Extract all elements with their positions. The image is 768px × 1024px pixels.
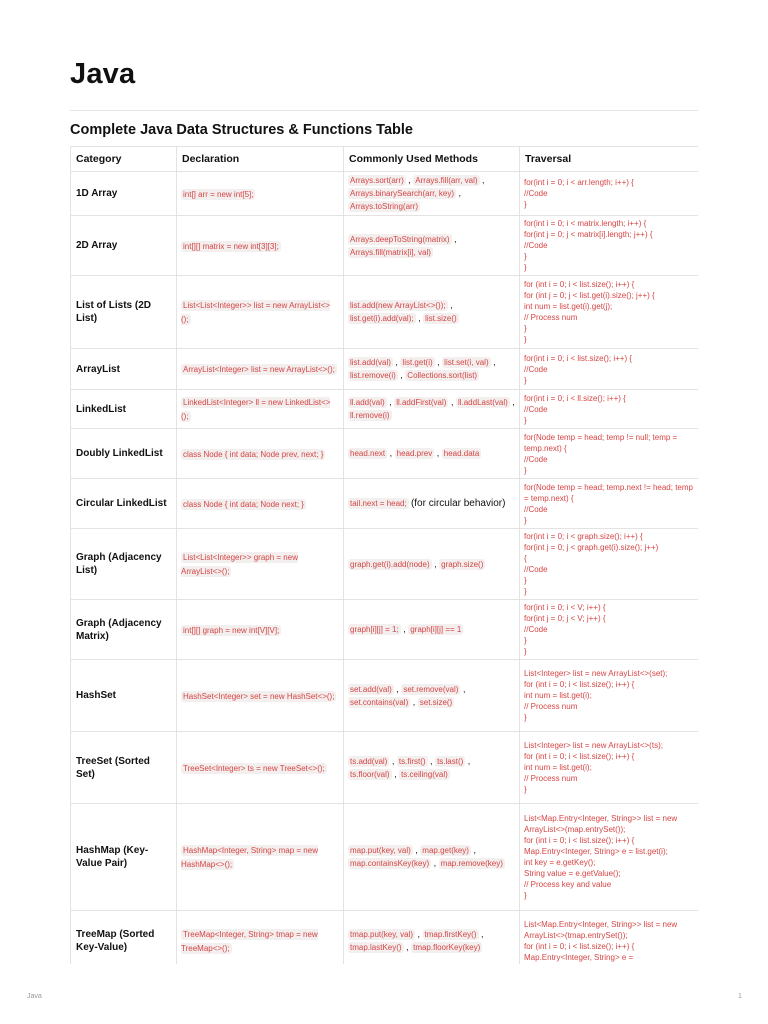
declaration-code: ArrayList<Integer> list = new ArrayList<>(); — [183, 365, 335, 374]
methods-cell — [344, 429, 520, 479]
method-separator: , — [509, 397, 515, 407]
traversal-code: List<Map.Entry<Integer, String>> list = new ArrayList<>(map.entrySet()); for (int i = 0; i < list.size(); i++) { Map.Entry<Integer, String> e = list.get(i); int key = e.getKey(); String value = e.getValue(); // Process key and value } — [520, 804, 699, 911]
category-cell: Circular LinkedList — [71, 479, 177, 529]
category-cell: Doubly LinkedList — [71, 429, 177, 479]
methods-cell — [344, 172, 520, 216]
declaration-cell — [177, 600, 344, 660]
method-separator: , — [431, 558, 440, 569]
declaration-code: int[][] matrix = new int[3][3]; — [183, 241, 279, 251]
declaration-code: int[] arr = new int[5]; — [183, 189, 254, 199]
method-separator: , — [431, 858, 439, 868]
method-code: set.contains(val) — [350, 697, 409, 707]
method-code: list.add(val) — [350, 358, 391, 367]
traversal-code: for(int i = 0; i < V; i++) { for(int j = 0; j < V; j++) { //Code } } — [520, 600, 699, 660]
method-separator: , — [427, 755, 436, 766]
traversal-code: for(int i = 0; i < ll.size(); i++) { //Code } — [520, 390, 699, 429]
data-structures-table — [70, 146, 698, 964]
category-cell: Graph (Adjacency Matrix) — [71, 600, 177, 660]
methods-cell — [344, 600, 520, 660]
declaration-code: List<List<Integer>> list = new ArrayList<>(); — [181, 301, 330, 324]
method-separator: , — [478, 928, 484, 939]
method-code: ll.remove(i) — [350, 411, 390, 420]
method-code: set.size() — [419, 697, 453, 707]
method-separator: , — [448, 397, 456, 407]
method-code: head.data — [443, 449, 480, 458]
category-cell: HashSet — [71, 660, 177, 732]
method-code: list.set(i, val) — [444, 358, 489, 367]
declaration-code: class Node { int data; Node prev, next; } — [183, 449, 324, 459]
footer-page-number: 1 — [738, 993, 742, 1000]
method-separator: , — [412, 845, 421, 855]
declaration-cell — [177, 390, 344, 429]
declaration-cell — [177, 660, 344, 732]
method-separator: , — [460, 683, 466, 694]
methods-cell — [344, 804, 520, 911]
method-code: map.remove(key) — [440, 859, 503, 868]
method-code: map.get(key) — [422, 846, 469, 855]
declaration-code: HashMap<Integer, String> map = new HashMap<>(); — [181, 846, 318, 869]
category-cell: 2D Array — [71, 216, 177, 276]
method-code: list.remove(i) — [350, 371, 396, 380]
method-separator: , — [415, 313, 424, 323]
method-separator: , — [405, 175, 414, 185]
method-code: graph[i][j] == 1 — [410, 625, 462, 634]
declaration-code: List<List<Integer>> graph = new ArrayList<>(); — [181, 553, 298, 576]
declaration-code: TreeSet<Integer> ts = new TreeSet<>(); — [183, 763, 325, 773]
method-code: list.get(i).add(val); — [350, 314, 414, 323]
method-code: ll.add(val) — [350, 398, 385, 407]
method-code: head.prev — [396, 449, 433, 458]
method-code: ll.addLast(val) — [457, 398, 508, 407]
method-code: Arrays.toString(arr) — [350, 202, 419, 211]
method-separator: , — [400, 624, 409, 634]
traversal-code: for(int i = 0; i < list.size(); i++) { //Code } — [520, 349, 699, 390]
method-separator: , — [434, 448, 442, 458]
method-code: tmap.put(key, val) — [350, 929, 413, 939]
category-cell: Graph (Adjacency List) — [71, 529, 177, 600]
method-code: graph.size() — [441, 559, 484, 569]
method-separator: , — [479, 175, 485, 185]
method-separator: , — [387, 448, 395, 458]
method-code: ts.first() — [398, 756, 426, 766]
declaration-cell — [177, 349, 344, 390]
method-code: map.containsKey(key) — [350, 859, 430, 868]
methods-cell — [344, 479, 520, 529]
method-separator: , — [410, 696, 418, 707]
table-row — [71, 804, 699, 911]
method-code: tail.next = head; — [350, 499, 407, 508]
declaration-code: TreeMap<Integer, String> tmap = new TreeMap<>(); — [181, 929, 318, 953]
method-separator: , — [392, 357, 401, 367]
header-declaration: Declaration — [177, 147, 344, 172]
category-cell: 1D Array — [71, 172, 177, 216]
category-cell: LinkedList — [71, 390, 177, 429]
methods-cell — [344, 276, 520, 349]
declaration-cell — [177, 429, 344, 479]
title-divider — [70, 110, 698, 111]
method-code: ll.addFirst(val) — [396, 398, 447, 407]
method-code: map.put(key, val) — [350, 846, 411, 855]
declaration-cell — [177, 732, 344, 804]
traversal-code: List<Integer> list = new ArrayList<>(ts); for (int i = 0; i < list.size(); i++) { int num = list.get(i); // Process num } — [520, 732, 699, 804]
method-code: tmap.floorKey(key) — [413, 942, 481, 952]
traversal-code: List<Map.Entry<Integer, String>> list = new ArrayList<>(tmap.entrySet()); for (int i = 0; i < list.size(); i++) { Map.Entry<Integer, String> e = — [520, 911, 699, 965]
traversal-code: for(int i = 0; i < graph.size(); i++) { for(int j = 0; j < graph.get(i).size(); j++) { //Code } } — [520, 529, 699, 600]
footer-doc-name: Java — [27, 993, 42, 1000]
method-separator: , — [414, 928, 423, 939]
method-separator: , — [465, 755, 471, 766]
methods-cell — [344, 390, 520, 429]
category-cell: ArrayList — [71, 349, 177, 390]
method-code: set.add(val) — [350, 684, 392, 694]
declaration-code: class Node { int data; Node next; } — [183, 499, 304, 509]
category-cell: TreeMap (Sorted Key-Value) — [71, 911, 177, 965]
declaration-code: int[][] graph = new int[V][V]; — [183, 625, 280, 635]
declaration-code: HashSet<Integer> set = new HashSet<>(); — [183, 691, 335, 701]
methods-cell — [344, 349, 520, 390]
traversal-code: for(Node temp = head; temp != null; temp = temp.next) { //Code } — [520, 429, 699, 479]
method-code: list.add(new ArrayList<>()); — [350, 301, 446, 310]
methods-cell — [344, 732, 520, 804]
method-code: Collections.sort(list) — [407, 371, 478, 380]
table-row — [71, 660, 699, 732]
method-separator: , — [393, 683, 402, 694]
header-traversal: Traversal — [520, 147, 699, 172]
method-separator: , — [447, 300, 453, 310]
methods-cell — [344, 911, 520, 965]
method-code: Arrays.fill(matrix[i], val) — [350, 247, 431, 257]
table-row — [71, 216, 699, 276]
method-code: Arrays.sort(arr) — [350, 176, 404, 185]
method-code: ts.last() — [437, 756, 464, 766]
method-code: ts.add(val) — [350, 756, 388, 766]
method-separator: , — [391, 768, 400, 779]
table-row — [71, 529, 699, 600]
table-row — [71, 479, 699, 529]
table-row — [71, 732, 699, 804]
method-code: Arrays.binarySearch(arr, key) — [350, 189, 455, 198]
traversal-code: List<Integer> list = new ArrayList<>(set); for (int i = 0; i < list.size(); i++) { int num = list.get(i); // Process num } — [520, 660, 699, 732]
method-separator: , — [386, 397, 395, 407]
table-row — [71, 600, 699, 660]
method-code: graph.get(i).add(node) — [350, 559, 430, 569]
method-separator: , — [451, 233, 457, 244]
method-separator: , — [490, 357, 496, 367]
method-code: list.get(i) — [402, 358, 433, 367]
declaration-cell — [177, 911, 344, 965]
declaration-cell — [177, 479, 344, 529]
method-separator: , — [434, 357, 443, 367]
methods-cell — [344, 216, 520, 276]
table-row — [71, 911, 699, 965]
method-separator: , — [470, 845, 476, 855]
declaration-code: LinkedList<Integer> ll = new LinkedList<>(); — [181, 398, 331, 421]
declaration-cell — [177, 804, 344, 911]
method-code: head.next — [350, 449, 386, 458]
table-row — [71, 390, 699, 429]
method-separator: , — [389, 755, 397, 766]
traversal-code: for(int i = 0; i < arr.length; i++) { //Code } — [520, 172, 699, 216]
method-code: set.remove(val) — [403, 684, 459, 694]
method-separator: , — [403, 941, 412, 952]
method-code: tmap.lastKey() — [350, 942, 402, 952]
methods-cell — [344, 660, 520, 732]
table-heading: Complete Java Data Structures & Functions Table — [70, 122, 413, 138]
method-code: tmap.firstKey() — [424, 929, 477, 939]
table-row — [71, 349, 699, 390]
method-note: (for circular behavior) — [410, 498, 506, 509]
method-separator: , — [456, 188, 462, 198]
declaration-cell — [177, 172, 344, 216]
method-separator: , — [397, 370, 406, 380]
table-header-row — [71, 147, 699, 172]
table-row — [71, 429, 699, 479]
method-code: list.size() — [425, 314, 457, 323]
table-container[interactable] — [70, 146, 698, 964]
category-cell: HashMap (Key-Value Pair) — [71, 804, 177, 911]
methods-cell — [344, 529, 520, 600]
method-code: ts.ceiling(val) — [401, 769, 448, 779]
method-code: ts.floor(val) — [350, 769, 390, 779]
category-cell: List of Lists (2D List) — [71, 276, 177, 349]
traversal-code: for(int i = 0; i < matrix.length; i++) { for(int j = 0; j < matrix[i].length; j++) { //Code } } — [520, 216, 699, 276]
header-methods: Commonly Used Methods — [344, 147, 520, 172]
method-code: Arrays.deepToString(matrix) — [350, 234, 450, 244]
header-category: Category — [71, 147, 177, 172]
method-code: graph[i][j] = 1; — [350, 625, 399, 634]
traversal-code: for (int i = 0; i < list.size(); i++) { for (int j = 0; j < list.get(i).size(); j++) { int num = list.get(i).get(j); // Process num } } — [520, 276, 699, 349]
traversal-code: for(Node temp = head; temp.next != head; temp = temp.next) { //Code } — [520, 479, 699, 529]
table-row — [71, 276, 699, 349]
declaration-cell — [177, 216, 344, 276]
page-title: Java — [70, 58, 136, 90]
category-cell: TreeSet (Sorted Set) — [71, 732, 177, 804]
declaration-cell — [177, 276, 344, 349]
method-code: Arrays.fill(arr, val) — [415, 176, 478, 185]
declaration-cell — [177, 529, 344, 600]
table-row — [71, 172, 699, 216]
table-body — [71, 172, 699, 965]
